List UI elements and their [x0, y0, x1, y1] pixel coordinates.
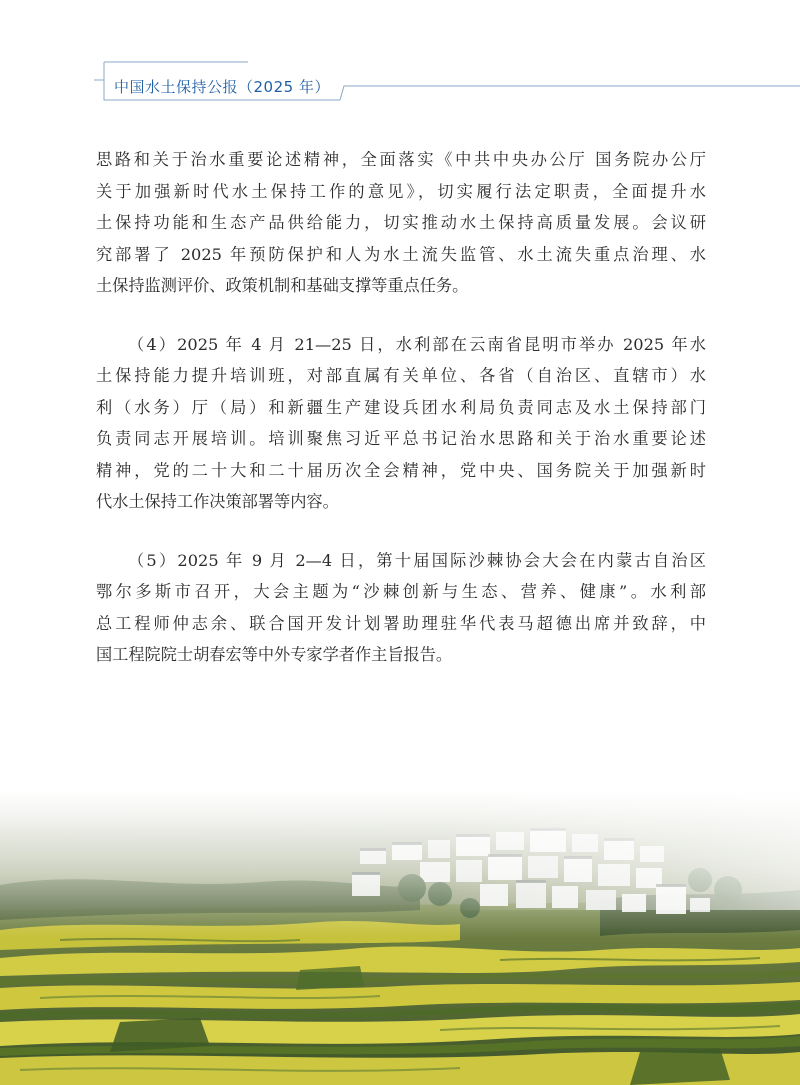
text-line: 关于加强新时代水土保持工作的意见》，切实履行法定职责，全面提升水	[96, 181, 706, 201]
text-line: 精神，党的二十大和二十届历次全会精神，党中央、国务院关于加强新时	[96, 460, 706, 480]
paragraph-item-5	[96, 545, 706, 671]
text-line: （5）2025 年 9 月 2—4 日，第十届国际沙棘协会大会在内蒙古自治区	[128, 550, 706, 570]
paragraph-item-4	[96, 329, 706, 518]
terraced-fields-photo	[0, 790, 800, 1085]
article-body	[96, 144, 706, 698]
text-line: 国工程院院士胡春宏等中外专家学者作主旨报告。	[96, 645, 453, 664]
text-line: 负责同志开展培训。培训聚焦习近平总书记治水思路和关于治水重要论述	[96, 429, 706, 448]
text-line: 思路和关于治水重要论述精神，全面落实《中共中央办公厅 国务院办公厅	[96, 150, 706, 169]
text-line: 总工程师仲志余、联合国开发计划署助理驻华代表马超德出席并致辞，中	[96, 613, 706, 633]
text-line: 利（水务）厅（局）和新疆生产建设兵团水利局负责同志及水土保持部门	[96, 397, 706, 417]
text-line: 鄂尔多斯市召开，大会主题为“沙棘创新与生态、营养、健康”。水利部	[96, 582, 706, 601]
text-line: 土保持功能和生态产品供给能力，切实推动水土保持高质量发展。会议研	[96, 213, 706, 232]
text-line: （4）2025 年 4 月 21—25 日，水利部在云南省昆明市举办 2025 年水	[128, 334, 706, 354]
text-line: 代水土保持工作决策部署等内容。	[96, 492, 339, 511]
text-line: 土保持能力提升培训班，对部直属有关单位、各省（自治区、直辖市）水	[96, 366, 706, 385]
page-header	[0, 0, 800, 110]
text-line: 土保持监测评价、政策机制和基础支撑等重点任务。	[96, 276, 469, 295]
publication-title: 中国水土保持公报（2025 年）	[114, 78, 330, 96]
paragraph-continuation	[96, 144, 706, 302]
text-line: 究部署了 2025 年预防保护和人为水土流失监管、水土流失重点治理、水	[96, 244, 706, 264]
